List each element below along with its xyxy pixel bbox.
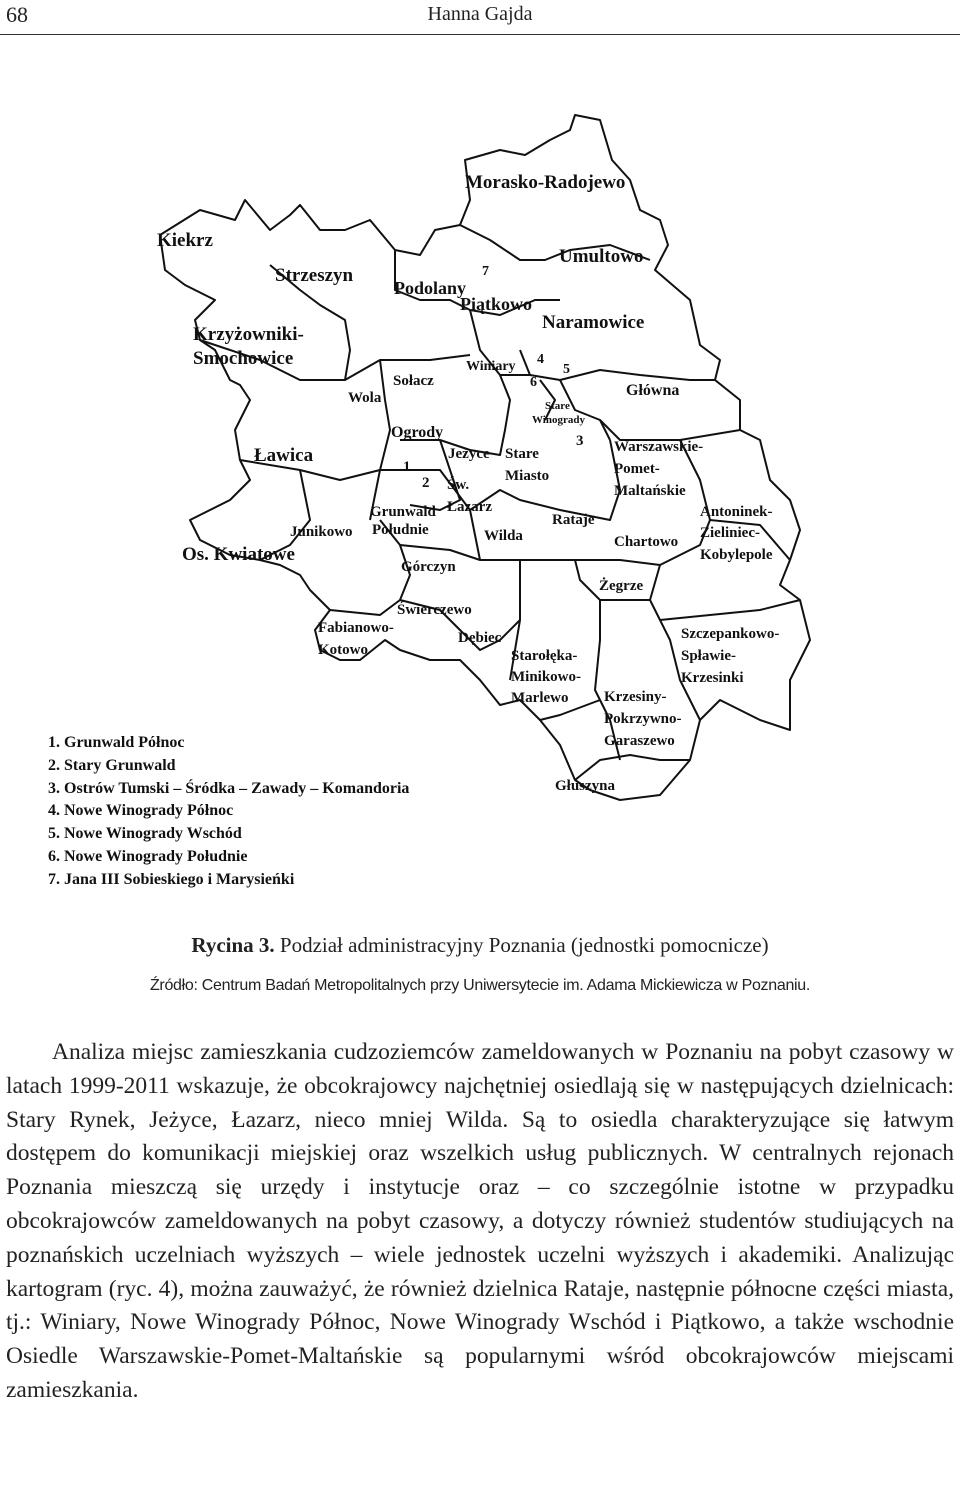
map-label-winiary: Winiary — [466, 359, 516, 374]
map-label-wola: Wola — [348, 390, 382, 406]
map-label-chartowo: Chartowo — [614, 534, 679, 550]
map-label-glowna: Główna — [626, 382, 680, 399]
running-head: Hanna Gajda — [427, 3, 533, 25]
map-label-jezyce: Jeżyce — [448, 446, 490, 462]
map-label-antoninek-1: Antoninek- — [700, 504, 773, 520]
map-label-rataje: Rataje — [552, 512, 595, 528]
map-label-fabianowo-2: Kotowo — [318, 642, 368, 658]
map-labels — [157, 172, 779, 794]
figure-caption-text: Podział administracyjny Poznania (jednostki pomocnicze) — [274, 933, 769, 957]
map-label-staroleka-3: Marlewo — [511, 690, 569, 706]
map-label-wilda: Wilda — [484, 528, 523, 544]
map-label-kiekrz: Kiekrz — [157, 230, 213, 251]
map-label-grunwald-2: Południe — [372, 522, 429, 538]
body-text — [6, 1036, 954, 1408]
map-label-szczepankowo-1: Szczepankowo- — [681, 626, 780, 642]
map-label-7: 7 — [482, 264, 489, 279]
legend-item: 3. Ostrów Tumski – Śródka – Zawady – Komandoria — [48, 779, 410, 797]
map-label-solacz: Sołacz — [393, 373, 434, 389]
map-label-4: 4 — [537, 352, 544, 367]
figure-caption-label: Rycina 3. — [191, 933, 275, 957]
map-label-krzesiny-2: Pokrzywno- — [604, 711, 682, 727]
map-label-warszawskie-3: Maltańskie — [614, 483, 686, 499]
legend-item: 1. Grunwald Północ — [48, 734, 185, 751]
figure-caption — [0, 933, 960, 958]
legend-item: 6. Nowe Winogrady Południe — [48, 847, 248, 865]
map-label-stare-wino-1: Stare — [545, 400, 570, 412]
map-label-fabianowo-1: Fabianowo- — [318, 620, 394, 636]
map-label-sw-1: Św. — [447, 477, 470, 493]
map-label-krzesiny-1: Krzesiny- — [604, 689, 667, 705]
map-label-szczepankowo-2: Spławie- — [681, 648, 737, 664]
map-legend — [48, 732, 409, 892]
map-label-gorczyn: Górczyn — [401, 559, 456, 575]
page-number: 68 — [6, 2, 28, 27]
map-label-ogrody: Ogrody — [391, 424, 444, 441]
map-label-piatkowo: Piątkowo — [460, 294, 532, 314]
map-label-zegrze: Żegrze — [599, 578, 644, 594]
map-label-1: 1 — [403, 459, 411, 475]
map-label-warszawskie-1: Warszawskie- — [614, 439, 704, 455]
map-label-staroleka-2: Minikowo- — [511, 669, 582, 685]
map-label-6: 6 — [530, 375, 537, 390]
map-label-naramowice: Naramowice — [542, 312, 645, 333]
map-label-warszawskie-2: Pomet- — [614, 461, 660, 477]
map-label-umultowo: Umultowo — [559, 246, 644, 267]
map-label-strzeszyn: Strzeszyn — [275, 265, 354, 286]
map-label-gluszyna: Głuszyna — [555, 778, 616, 794]
map-label-antoninek-2: Zieliniec- — [700, 525, 760, 541]
page-header — [0, 0, 960, 35]
map-label-krzyzowniki-2: Smochowice — [193, 348, 294, 369]
map-label-kwiatowe: Os. Kwiatowe — [182, 544, 295, 565]
legend-item: 5. Nowe Winogrady Wschód — [48, 825, 242, 843]
map-label-debiec: Dębiec — [458, 630, 502, 646]
legend-item: 7. Jana III Sobieskiego i Marysieńki — [48, 870, 295, 888]
figure-source: Źródło: Centrum Badań Metropolitalnych przy Uniwersytecie im. Adama Mickiewicza w Poznaniu. — [149, 977, 811, 994]
map-label-sw-2: Łazarz — [447, 499, 492, 515]
map-label-szczepankowo-3: Krzesinki — [681, 670, 744, 686]
map-label-staroleka-1: Starołęka- — [511, 648, 578, 664]
map-label-junikowo: Junikowo — [290, 524, 353, 540]
map-label-morasko: Morasko-Radojewo — [465, 172, 626, 193]
map-label-antoninek-3: Kobylepole — [700, 547, 773, 563]
map-label-5: 5 — [563, 362, 570, 377]
map-label-3: 3 — [576, 433, 584, 449]
body-paragraph: Analiza miejsc zamieszkania cudzoziemców zameldowanych w Poznaniu na pobyt czasowy w latach 1999-2011 wskazuje, że obcokrajowcy najchętniej osiedlają się w następujących dzielnicach: Stary Rynek, Jeżyce, Łazarz, nieco mniej Wilda. Są to osiedla charakteryzujące się łatwym dostępem do komunikacji miejskiej oraz wszelkich usług publicznych. W centralnych rejonach Poznania mieszczą się urzędy i instytucje oraz – co szczególnie istotne w przypadku obcokrajowców zameldowanych na pobyt czasowy, a dotyczy również studentów studiujących na poznańskich uczelniach wyższych – wiele jednostek uczelni wyższych i akademiki. Analizując kartogram (ryc. 4), można zauważyć, że również dzielnica Rataje, następnie północne części miasta, tj.: Winiary, Nowe Winogrady Północ, Nowe Winogrady Wschód i Piątkowo, a także wschodnie Osiedle Warszawskie-Pomet-Maltańskie są popularnymi wśród obcokrajowców miejscami zamieszkania. — [6, 1039, 954, 1403]
map-label-grunwald-1: Grunwald — [370, 504, 436, 520]
map-label-stare-miasto-2: Miasto — [505, 468, 550, 484]
legend-item: 2. Stary Grunwald — [48, 756, 176, 774]
legend-item: 4. Nowe Winogrady Północ — [48, 802, 234, 820]
map-label-swierczewo: Świerczewo — [397, 602, 472, 618]
map-label-krzyzowniki-1: Krzyżowniki- — [193, 324, 304, 345]
map-label-2: 2 — [422, 475, 430, 491]
map-label-stare-miasto-1: Stare — [505, 446, 539, 462]
map-label-stare-wino-2: Winogrady — [532, 414, 585, 426]
map-label-podolany: Podolany — [394, 278, 467, 298]
map-label-lawica: Ławica — [254, 445, 314, 466]
map-label-krzesiny-3: Garaszewo — [604, 733, 675, 749]
